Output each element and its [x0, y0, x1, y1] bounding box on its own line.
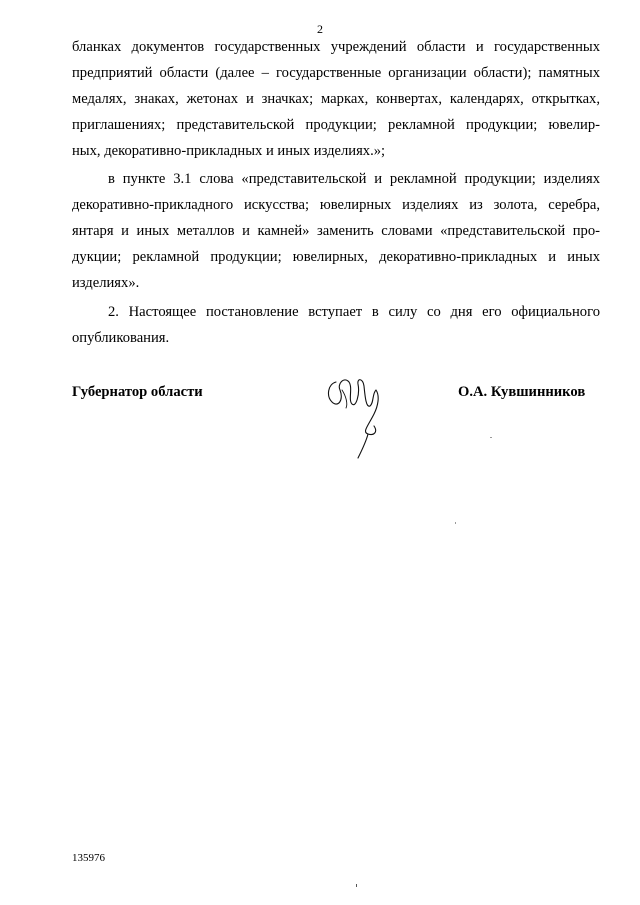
text-line: приглашениях; представительской продукции; рекламной продукции; ювелир-: [72, 117, 600, 133]
signatory-title: Губернатор области: [72, 384, 203, 400]
text-line: янтаря и иных металлов и камней» заменить словами «представительской про-: [72, 223, 600, 239]
handwritten-signature: [322, 370, 388, 462]
page-number: 2: [317, 22, 323, 36]
signatory-name: О.А. Кувшинников: [458, 384, 586, 400]
text-line: бланках документов государственных учреждений области и государственных: [72, 39, 600, 55]
text-line: 2. Настоящее постановление вступает в силу со дня его официального: [108, 304, 600, 320]
scan-speck: [356, 884, 357, 887]
text-line: в пункте 3.1 слова «представительской и рекламной продукции; изделиях: [108, 171, 600, 187]
scan-speck: [455, 522, 456, 524]
text-line: дукции; рекламной продукции; ювелирных, декоративно-прикладных и иных: [72, 249, 600, 265]
text-line: декоративно-прикладного искусства; ювелирных изделиях из золота, серебра,: [72, 197, 600, 213]
text-line: опубликования.: [72, 330, 170, 346]
scan-speck: [490, 437, 492, 438]
document-code: 135976: [72, 852, 105, 864]
text-line: предприятий области (далее – государственные организации области); памятных: [72, 65, 600, 81]
text-line: медалях, знаках, жетонах и значках; марках, конвертах, календарях, открытках,: [72, 91, 600, 107]
text-line: ных, декоративно-прикладных и иных изделиях.»;: [72, 143, 386, 159]
text-line: изделиях».: [72, 275, 140, 291]
